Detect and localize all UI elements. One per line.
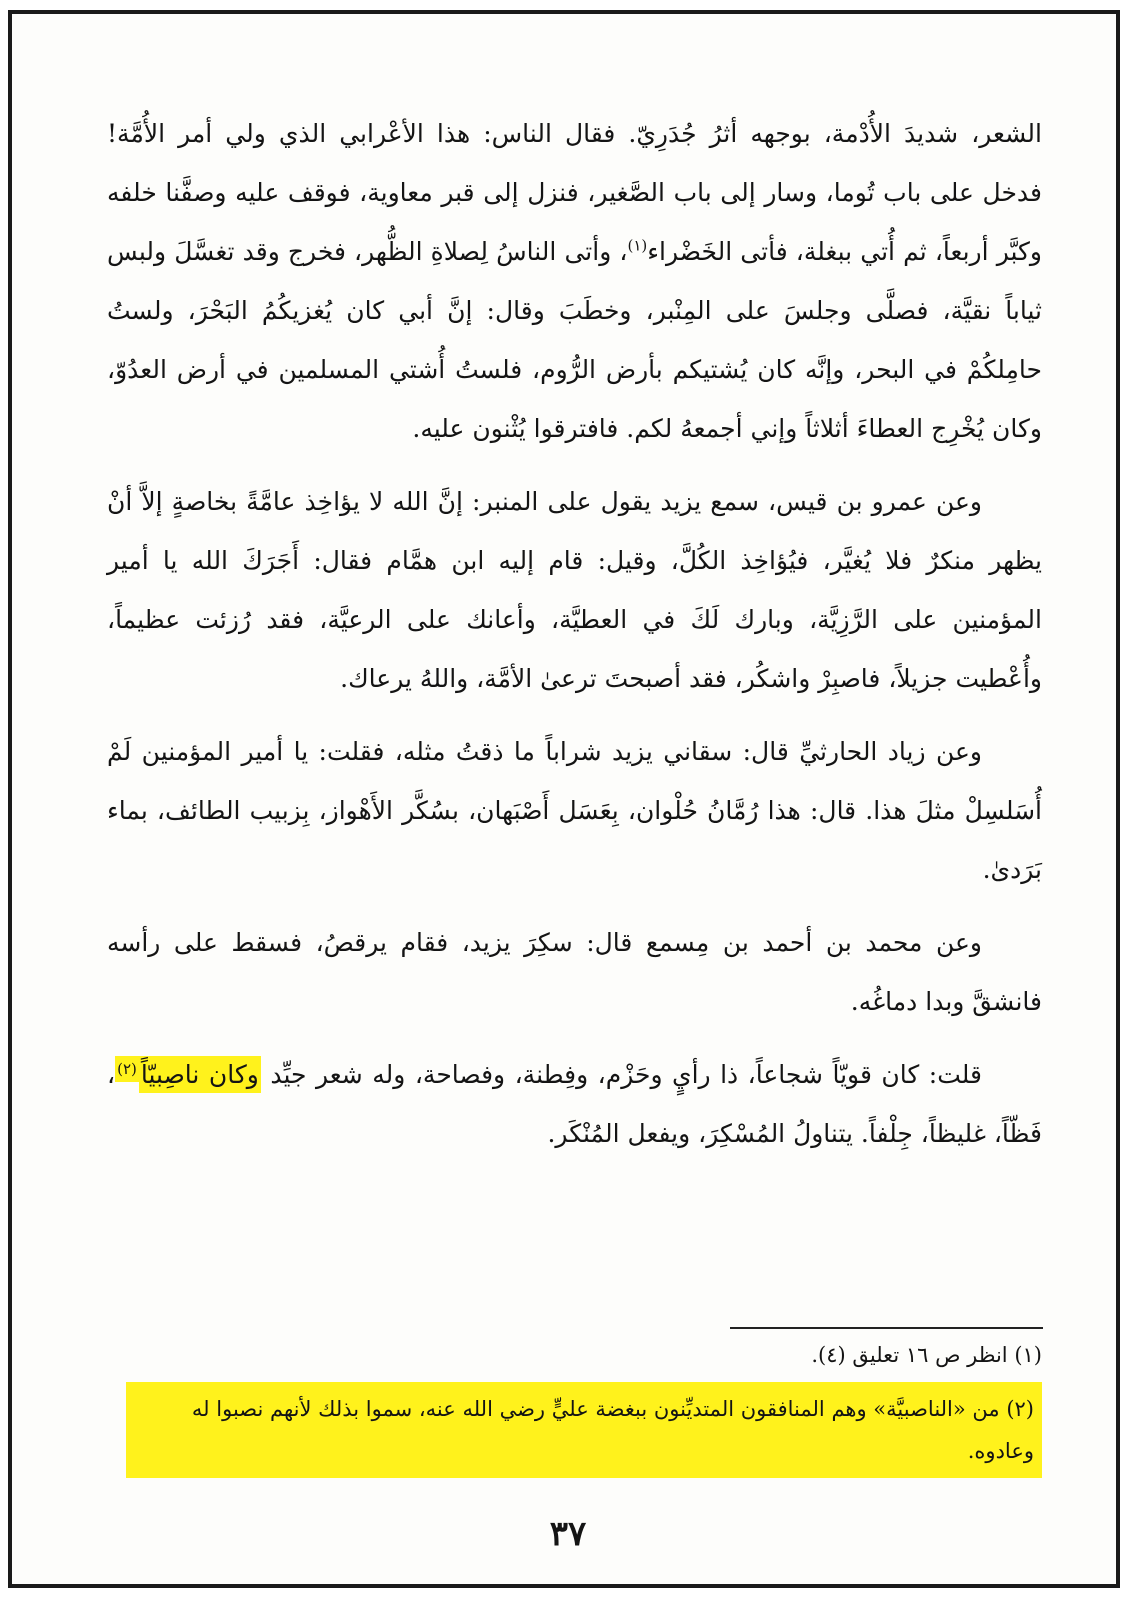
paragraph-4 [107, 913, 1042, 1031]
paragraph-5 [107, 1045, 1042, 1163]
footnote-divider [730, 1327, 1043, 1329]
paragraph-1 [107, 104, 1042, 458]
footnote-1: (١) انظر ص ١٦ تعليق (٤). [811, 1343, 1042, 1367]
book-page [8, 10, 1120, 1588]
body-text [107, 104, 1042, 1163]
text-segment: قلت: كان قويّاً شجاعاً، ذا رأيٍ وحَزْم، وفِطنة، وفصاحة، وله شعر جيِّد [260, 1060, 983, 1089]
page-number: ٣٧ [549, 1514, 587, 1554]
footnote-2-highlighted: (٢) من «الناصبيَّة» وهم المنافقون المتديِّنون ببغضة عليٍّ رضي الله عنه، سموا بذلك لأنهم نصبوا له وعادوه. [126, 1382, 1042, 1478]
text-segment: ، وأتى الناسُ لِصلاةِ الظُّهر، فخرج وقد تغسَّلَ ولبس ثياباً نقيَّة، فصلَّى وجلسَ على المِنْبر، وخطَبَ وقال: إنَّ أبي كان يُغزيكُمُ البَحْرَ، ولستُ حامِلكُمْ في البحر، وإنَّه كان يُشتيكم بأرض الرُّوم، فلستُ أُشتي المسلمين في أرض العدُوّ، وكان يُخْرِج العطاءَ أثلاثاً وإني أجمعهُ لكم. فافترقوا يُثْنون عليه. [107, 237, 1042, 443]
paragraph-3 [107, 722, 1042, 899]
text-segment: وعن زياد الحارثيِّ قال: سقاني يزيد شراباً ما ذقتُ مثله، فقلت: يا أمير المؤمنين لَمْ أُسَلسِلْ مثلَ هذا. قال: هذا رُمَّانُ حُلْوان، بِعَسَل أَصْبَهان، بسُكَّر الأَهْواز، بِزبيب الطائف، بماء بَرَدىٰ. [107, 737, 1042, 884]
text-segment: ، فَظّاً، غليظاً، جِلْفاً. يتناولُ المُسْكِرَ، ويفعل المُنْكَر. [107, 1060, 1042, 1148]
paragraph-2 [107, 472, 1042, 708]
footnotes [107, 1332, 1042, 1478]
footnote-ref: (٢) [115, 1056, 139, 1082]
footnote-ref: (١) [627, 236, 648, 255]
text-segment: الشعر، شديدَ الأُدْمة، بوجهه أثرُ جُدَرِيّ. فقال الناس: هذا الأعْرابي الذي ولي أمر الأُمَّة! فدخل على باب تُوما، وسار إلى باب الصَّغير، فنزل إلى قبر معاوية، فوقف عليه وصفَّنا خلفه وكبَّر أربعاً، ثم أُتي ببغلة، فأتى الخَضْراء [107, 119, 1043, 266]
highlighted-text: وكان ناصِبيّاً [139, 1056, 261, 1093]
text-segment: وعن محمد بن أحمد بن مِسمع قال: سكِرَ يزيد، فقام يرقصُ، فسقط على رأسه فانشقَّ وبدا دماغُه. [107, 928, 1042, 1016]
text-segment: وعن عمرو بن قيس، سمع يزيد يقول على المنبر: إنَّ الله لا يؤاخِذ عامَّةً بخاصةٍ إلاَّ أنْ يظهر منكرٌ فلا يُغيَّر، فيُؤاخِذ الكُلَّ، وقيل: قام إليه ابن همَّام فقال: أَجَرَكَ الله يا أمير المؤمنين على الرَّزِيَّة، وبارك لَكَ في العطيَّة، وأعانك على الرعيَّة، فقد رُزئت عظيماً، وأُعْطيت جزيلاً، فاصبِرْ واشكُر، فقد أصبحتَ ترعىٰ الأمَّة، واللهُ يرعاك. [107, 487, 1042, 693]
